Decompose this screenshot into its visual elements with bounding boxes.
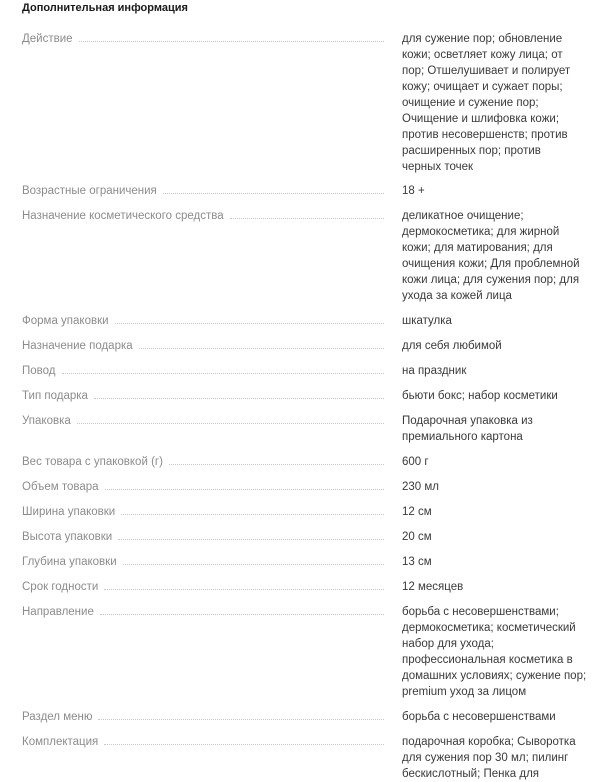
spec-label: Возрастные ограничения: [22, 185, 157, 197]
spec-label: Назначение косметического средства: [22, 210, 224, 222]
spec-label-wrap: [22, 734, 384, 750]
spec-value: [402, 479, 612, 495]
dotted-leader: [104, 743, 384, 745]
spec-value: [402, 709, 612, 725]
spec-value-line: профессиональная косметика в: [402, 654, 573, 666]
spec-label: Упаковка: [22, 415, 71, 427]
dotted-leader: [163, 192, 384, 194]
spec-value: [402, 413, 612, 445]
spec-label: Назначение подарка: [22, 340, 133, 352]
spec-value-line: Подарочная упаковка из: [402, 415, 533, 427]
spec-value: [402, 31, 612, 175]
spec-value: [402, 208, 612, 304]
spec-label: Комплектация: [22, 736, 99, 748]
dotted-leader: [230, 217, 384, 219]
spec-value: [402, 454, 612, 470]
spec-value-line: бьюти бокс; набор косметики: [402, 390, 558, 402]
dotted-leader: [118, 538, 384, 540]
spec-value: [402, 504, 612, 520]
spec-value-line: борьба с несовершенствами;: [402, 606, 559, 618]
spec-label-wrap: [22, 479, 384, 495]
spec-value-line: против несовершенств; против: [402, 129, 568, 141]
spec-value-line: деликатное очищение;: [402, 210, 524, 222]
spec-value-line: дермокосметика; для жирной: [402, 226, 560, 238]
dotted-leader: [98, 718, 384, 720]
dotted-leader: [105, 488, 384, 490]
spec-value: [402, 529, 612, 545]
spec-value-line: для сужения пор 30 мл; пилинг: [402, 752, 569, 764]
spec-label: Объем товара: [22, 481, 99, 493]
spec-value: [402, 579, 612, 595]
spec-value: [402, 554, 612, 570]
spec-label-wrap: [22, 579, 384, 595]
section-title: Дополнительная информация: [22, 2, 188, 14]
spec-label-wrap: [22, 604, 384, 620]
dotted-leader: [94, 397, 384, 399]
spec-value-line: кожи; для матирования; для: [402, 242, 553, 254]
spec-value: [402, 604, 612, 700]
spec-value-line: пор; Отшелушивает и полирует: [402, 65, 571, 77]
spec-value-line: 20 см: [402, 531, 432, 543]
spec-value-line: шкатулка: [402, 315, 452, 327]
spec-value: [402, 734, 612, 782]
spec-label-wrap: [22, 529, 384, 545]
spec-value-line: premium уход за лицом: [402, 686, 527, 698]
spec-label-wrap: [22, 454, 384, 470]
spec-value-line: очищение и сужение пор;: [402, 97, 539, 109]
spec-label: Действие: [22, 33, 73, 45]
spec-value-line: бескислотный; Пенка для: [402, 768, 540, 780]
spec-value-line: 12 месяцев: [402, 581, 464, 593]
spec-value-line: кожу; очищает и сужает поры;: [402, 81, 563, 93]
spec-value-line: борьба с несовершенствами: [402, 711, 556, 723]
spec-label-wrap: [22, 504, 384, 520]
spec-value: [402, 338, 612, 354]
spec-value-line: очищения кожи; Для проблемной: [402, 258, 580, 270]
spec-value-line: расширенных пор; против: [402, 145, 541, 157]
dotted-leader: [115, 322, 384, 324]
dotted-leader: [104, 588, 384, 590]
spec-value-line: 12 см: [402, 506, 432, 518]
spec-label: Тип подарка: [22, 390, 88, 402]
spec-label: Срок годности: [22, 581, 99, 593]
spec-label-wrap: [22, 313, 384, 329]
dotted-leader: [77, 422, 384, 424]
spec-label: Глубина упаковки: [22, 556, 117, 568]
spec-value-line: 18 +: [402, 185, 425, 197]
spec-label-wrap: [22, 388, 384, 404]
spec-value: [402, 363, 612, 379]
dotted-leader: [139, 347, 384, 349]
spec-value-line: Очищение и шлифовка кожи;: [402, 113, 560, 125]
spec-value: [402, 313, 612, 329]
spec-value: [402, 388, 612, 404]
dotted-leader: [121, 513, 384, 515]
spec-label-wrap: [22, 709, 384, 725]
spec-value-line: ухода за кожей лица: [402, 290, 512, 302]
dotted-leader: [169, 463, 384, 465]
spec-value-line: 13 см: [402, 556, 432, 568]
spec-value: [402, 183, 612, 199]
spec-label-wrap: [22, 338, 384, 354]
spec-label-wrap: [22, 363, 384, 379]
spec-value-line: набор для ухода;: [402, 638, 494, 650]
spec-label-wrap: [22, 31, 384, 47]
spec-label: Направление: [22, 606, 94, 618]
spec-label: Повод: [22, 365, 56, 377]
dotted-leader: [123, 563, 384, 565]
spec-label: Ширина упаковки: [22, 506, 116, 518]
spec-value-line: кожи лица; для сужения пор; для: [402, 274, 580, 286]
dotted-leader: [100, 613, 384, 615]
spec-value-line: для сужение пор; обновление: [402, 33, 563, 45]
dotted-leader: [62, 372, 385, 374]
spec-label-wrap: [22, 554, 384, 570]
dotted-leader: [79, 40, 384, 42]
spec-value-line: 230 мл: [402, 481, 439, 493]
spec-value-line: дермокосметика; косметический: [402, 622, 576, 634]
spec-label: Вес товара с упаковкой (г): [22, 456, 163, 468]
spec-label-wrap: [22, 208, 384, 224]
spec-label: Раздел меню: [22, 711, 93, 723]
spec-value-line: подарочная коробка; Сыворотка: [402, 736, 576, 748]
spec-label: Форма упаковки: [22, 315, 109, 327]
spec-value-line: черных точек: [402, 161, 474, 173]
spec-value-line: 600 г: [402, 456, 429, 468]
spec-label: Высота упаковки: [22, 531, 113, 543]
spec-label-wrap: [22, 183, 384, 199]
spec-value-line: для себя любимой: [402, 340, 502, 352]
spec-label-wrap: [22, 413, 384, 429]
spec-value-line: на праздник: [402, 365, 467, 377]
spec-value-line: домашних условиях; сужение пор;: [402, 670, 587, 682]
spec-value-line: премиального картона: [402, 431, 523, 443]
spec-value-line: кожи; осветляет кожу лица; от: [402, 49, 563, 61]
